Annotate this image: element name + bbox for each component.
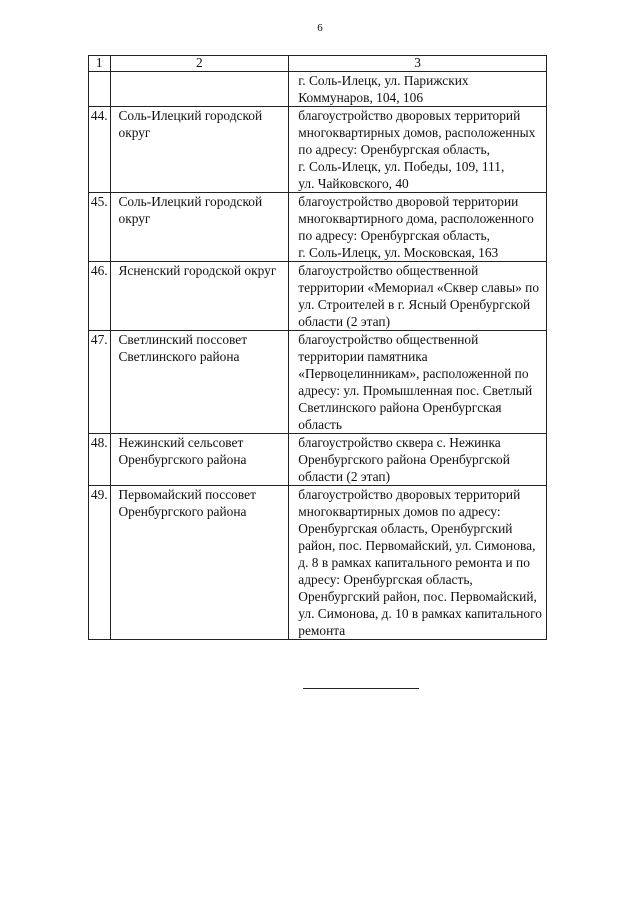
description-line: адресу: ул. Промышленная пос. Светлый — [298, 383, 533, 398]
description-line: по адресу: Оренбургская область, — [298, 228, 490, 243]
description-line: благоустройство дворовой территории — [298, 194, 519, 209]
description-line: благоустройство общественной — [298, 332, 479, 347]
description-line: Светлинского района Оренбургская — [298, 400, 502, 415]
description-line: области (2 этап) — [298, 469, 391, 484]
column-header-1: 1 — [89, 56, 111, 72]
description-line: Коммунаров, 104, 106 — [298, 90, 424, 105]
description-line: области (2 этап) — [298, 314, 391, 329]
description-line: Оренбургская область, Оренбургский — [298, 521, 513, 536]
table-row — [89, 434, 547, 486]
row-number: 48. — [89, 434, 111, 486]
description-line: благоустройство сквера с. Нежинка — [298, 435, 501, 450]
description-line: область — [298, 417, 342, 432]
municipality-cell — [110, 262, 289, 331]
description-line: Оренбургского района Оренбургской — [298, 452, 510, 467]
row-number: 49. — [89, 486, 111, 640]
description-line: д. 8 в рамках капитального ремонта и по — [298, 555, 530, 570]
description-line: ул. Симонова, д. 10 в рамках капитального — [298, 606, 542, 621]
municipality-line: Светлинский поссовет — [118, 332, 248, 347]
project-description-cell — [289, 331, 547, 434]
description-line: многоквартирных домов по адресу: — [298, 504, 501, 519]
description-line: благоустройство дворовых территорий — [298, 108, 521, 123]
municipality-line: Соль-Илецкий городской — [118, 194, 263, 209]
municipality-cell — [110, 193, 289, 262]
table-row — [89, 486, 547, 640]
description-line: ремонта — [298, 623, 346, 638]
table-row — [89, 107, 547, 193]
table-row — [89, 193, 547, 262]
row-number: 47. — [89, 331, 111, 434]
table-row — [89, 262, 547, 331]
column-header-3: 3 — [289, 56, 547, 72]
row-number: 45. — [89, 193, 111, 262]
description-line: ул. Строителей в г. Ясный Оренбургской — [298, 297, 531, 312]
project-description-cell — [289, 72, 547, 107]
municipality-cell — [110, 107, 289, 193]
description-line: ул. Чайковского, 40 — [298, 176, 409, 191]
municipality-line: Нежинский сельсовет — [118, 435, 244, 450]
description-line: г. Соль-Илецк, ул. Московская, 163 — [298, 245, 499, 260]
project-description-cell — [289, 434, 547, 486]
municipality-line: Ясненский городской округ — [118, 263, 277, 278]
description-line: район, пос. Первомайский, ул. Симонова, — [298, 538, 536, 553]
table-body — [89, 72, 547, 640]
page-number: 6 — [317, 22, 323, 34]
municipality-cell — [110, 331, 289, 434]
municipality-line: Соль-Илецкий городской — [118, 108, 263, 123]
municipality-cell — [110, 72, 289, 107]
column-header-2: 2 — [110, 56, 289, 72]
description-line: многоквартирных домов, расположенных — [298, 125, 536, 140]
table-row — [89, 72, 547, 107]
description-line: г. Соль-Илецк, ул. Парижских — [298, 73, 469, 88]
description-line: г. Соль-Илецк, ул. Победы, 109, 111, — [298, 159, 505, 174]
row-number — [89, 72, 111, 107]
description-line: благоустройство дворовых территорий — [298, 487, 521, 502]
municipality-line: Оренбургского района — [118, 452, 247, 467]
project-description-cell — [289, 107, 547, 193]
row-number: 46. — [89, 262, 111, 331]
project-description-cell — [289, 486, 547, 640]
row-number: 44. — [89, 107, 111, 193]
municipality-cell — [110, 434, 289, 486]
project-description-cell — [289, 193, 547, 262]
description-line: территории памятника — [298, 349, 428, 364]
description-line: Оренбургский район, пос. Первомайский, — [298, 589, 537, 604]
municipality-line: Первомайский поссовет — [118, 487, 256, 502]
description-line: территории «Мемориал «Сквер славы» по — [298, 280, 540, 295]
municipality-cell — [110, 486, 289, 640]
municipality-line: округ — [118, 211, 151, 226]
table-row — [89, 331, 547, 434]
description-line: «Первоцелинникам», расположенной по — [298, 366, 529, 381]
description-line: адресу: Оренбургская область, — [298, 572, 473, 587]
description-line: благоустройство общественной — [298, 263, 479, 278]
header-row — [89, 56, 547, 72]
description-line: многоквартирного дома, расположенного — [298, 211, 534, 226]
municipality-line: округ — [118, 125, 151, 140]
end-divider — [303, 688, 419, 689]
projects-table — [88, 55, 547, 640]
project-description-cell — [289, 262, 547, 331]
description-line: по адресу: Оренбургская область, — [298, 142, 490, 157]
table-header — [89, 56, 547, 72]
municipality-line: Оренбургского района — [118, 504, 247, 519]
municipality-line: Светлинского района — [118, 349, 240, 364]
